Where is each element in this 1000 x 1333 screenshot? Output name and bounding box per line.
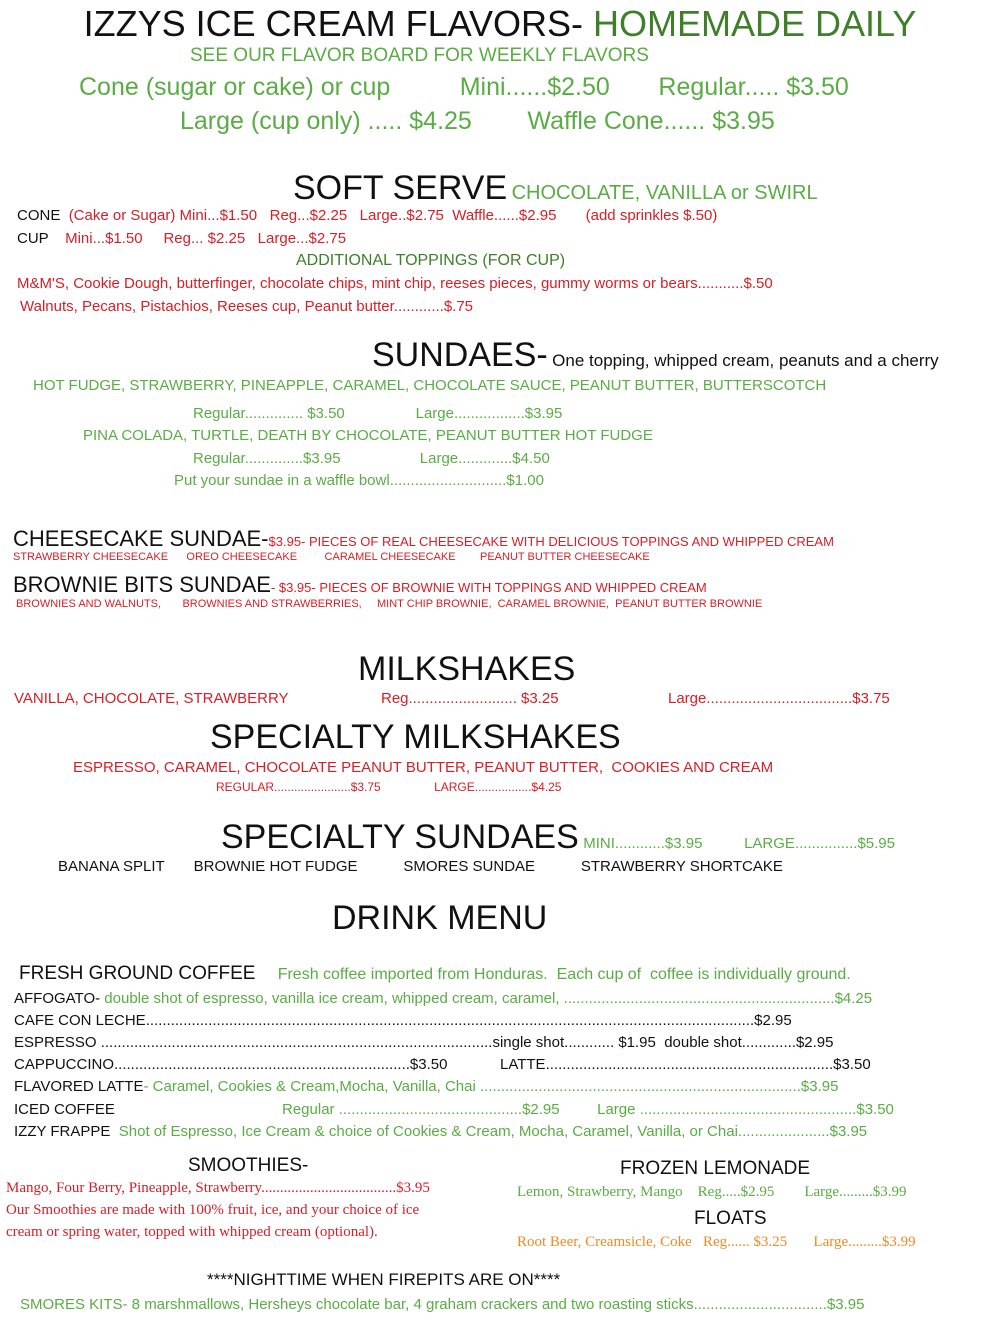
- espresso-row: ESPRESSO ..............................................................................................single shot............ $1.95 double shot.............$2.95: [14, 1034, 834, 1051]
- specialty-milkshakes-prices: REGULAR.......................$3.75 LARGE.................$4.25: [216, 780, 562, 794]
- sundaes-prices-2: Regular..............$3.95 Large.............$4.50: [193, 450, 550, 467]
- milkshakes-reg-price: Reg.......................... $3.25: [381, 690, 559, 707]
- brownie-heading: [13, 574, 707, 596]
- page-title: [0, 3, 1000, 44]
- title-main: IZZYS ICE CREAM FLAVORS-: [83, 3, 583, 44]
- flavored-latte-desc: - Caramel, Cookies & Cream,Mocha, Vanilla, Chai .............................................................................$3.95: [143, 1078, 839, 1095]
- cheesecake-title: CHEESECAKE SUNDAE-: [13, 526, 269, 551]
- coffee-heading: [19, 964, 851, 983]
- toppings-title: ADDITIONAL TOPPINGS (FOR CUP): [296, 252, 566, 269]
- latte-row: LATTE.....................................................................$3.50: [500, 1056, 871, 1073]
- cappuccino-row: CAPPUCCINO.......................................................................$3.50: [14, 1056, 448, 1073]
- frozen-lemonade-line: Lemon, Strawberry, Mango Reg.....$2.95 Large.........$3.99: [517, 1184, 907, 1200]
- brownie-desc: - $3.95- PIECES OF BROWNIE WITH TOPPINGS AND WHIPPED CREAM: [270, 580, 707, 595]
- izzy-frappe-desc: Shot of Espresso, Ice Cream & choice of Cookies & Cream, Mocha, Caramel, Vanilla, or Chai......................$3.95: [118, 1123, 868, 1140]
- sundaes-title: SUNDAES-: [372, 336, 548, 374]
- drink-menu-title: DRINK MENU: [332, 899, 548, 937]
- cheesecake-flavors: STRAWBERRY CHEESECAKE OREO CHEESECAKE CARAMEL CHEESECAKE PEANUT BUTTER CHEESECAKE: [13, 551, 650, 563]
- cup-prices: Mini...$1.50 Reg... $2.25 Large...$2.75: [65, 230, 347, 247]
- smoothies-line-2: Our Smoothies are made with 100% fruit, ice, and your choice of ice: [6, 1202, 420, 1218]
- specialty-sundaes-heading: [221, 820, 895, 854]
- brownie-title: BROWNIE BITS SUNDAE: [13, 572, 271, 597]
- iced-coffee-prices: Regular ............................................$2.95 Large ....................................................$3.50: [282, 1101, 894, 1118]
- floats-title: FLOATS: [694, 1208, 767, 1229]
- smoothies-title: SMOOTHIES-: [188, 1155, 309, 1176]
- toppings-line-2: Walnuts, Pecans, Pistachios, Reeses cup, Peanut butter............$.75: [20, 298, 474, 315]
- izzy-frappe-label: IZZY FRAPPE: [14, 1123, 111, 1140]
- cafe-con-leche-row: CAFE CON LECHE..................................................................................................................................................$2.95: [14, 1012, 792, 1029]
- frozen-lemonade-title: FROZEN LEMONADE: [620, 1158, 811, 1179]
- sundaes-subtitle: One topping, whipped cream, peanuts and a cherry: [552, 351, 939, 370]
- iced-coffee-label: ICED COFFEE: [14, 1101, 115, 1118]
- sundaes-prices-1: Regular.............. $3.50 Large.................$3.95: [193, 405, 563, 422]
- price-line-2: Large (cup only) ..... $4.25 Waffle Cone...... $3.95: [180, 107, 775, 135]
- cheesecake-heading: [13, 528, 834, 550]
- specialty-sundaes-items: BANANA SPLIT BROWNIE HOT FUDGE SMORES SUNDAE STRAWBERRY SHORTCAKE: [58, 858, 783, 875]
- price-line-1: Cone (sugar or cake) or cup Mini......$2.50 Regular..... $3.50: [79, 73, 849, 101]
- soft-serve-title: SOFT SERVE: [293, 169, 508, 207]
- sundaes-heading: [372, 338, 939, 372]
- smoothies-line-1: Mango, Four Berry, Pineapple, Strawberry....................................$3.95: [6, 1180, 430, 1196]
- cone-label: CONE: [17, 207, 61, 224]
- affogato-label: AFFOGATO-: [14, 990, 101, 1007]
- nighttime-title: ****NIGHTTIME WHEN FIREPITS ARE ON****: [207, 1270, 561, 1289]
- floats-line: Root Beer, Creamsicle, Coke Reg...... $3.25 Large.........$3.99: [517, 1234, 916, 1250]
- soft-serve-heading: [293, 171, 818, 205]
- sundaes-specialty: PINA COLADA, TURTLE, DEATH BY CHOCOLATE, PEANUT BUTTER HOT FUDGE: [83, 427, 653, 444]
- smoothies-line-3: cream or spring water, topped with whipped cream (optional).: [6, 1224, 378, 1240]
- specialty-milkshakes-flavors: ESPRESSO, CARAMEL, CHOCOLATE PEANUT BUTTER, PEANUT BUTTER, COOKIES AND CREAM: [73, 759, 774, 776]
- milkshakes-flavors: VANILLA, CHOCOLATE, STRAWBERRY: [14, 690, 289, 707]
- specialty-sundaes-title: SPECIALTY SUNDAES: [221, 818, 579, 856]
- soft-serve-subtitle: CHOCOLATE, VANILLA or SWIRL: [511, 182, 818, 204]
- coffee-title: FRESH GROUND COFFEE: [19, 963, 256, 984]
- affogato-desc: double shot of espresso, vanilla ice cream, whipped cream, caramel, .................................................................$4.25: [100, 990, 873, 1007]
- waffle-bowl-note: Put your sundae in a waffle bowl............................$1.00: [174, 472, 544, 489]
- brownie-flavors: BROWNIES AND WALNUTS, BROWNIES AND STRAWBERRIES, MINT CHIP BROWNIE, CARAMEL BROWNIE, PEANUT BUTTER BROWNIE: [16, 598, 763, 610]
- title-accent: HOMEMADE DAILY: [593, 3, 917, 44]
- sundaes-flavors: HOT FUDGE, STRAWBERRY, PINEAPPLE, CARAMEL, CHOCOLATE SAUCE, PEANUT BUTTER, BUTTERSCOTCH: [33, 377, 827, 394]
- soft-serve-cone-row: [17, 208, 717, 223]
- izzy-frappe-row: [14, 1124, 867, 1139]
- cheesecake-desc: $3.95- PIECES OF REAL CHEESECAKE WITH DELICIOUS TOPPINGS AND WHIPPED CREAM: [268, 534, 834, 549]
- specialty-sundaes-prices: MINI............$3.95 LARGE...............$5.95: [583, 835, 895, 852]
- flavored-latte-row: [14, 1079, 838, 1094]
- soft-serve-cup-row: [17, 231, 346, 246]
- cup-label: CUP: [17, 230, 49, 247]
- coffee-desc: Fresh coffee imported from Honduras. Each cup of coffee is individually ground.: [277, 966, 851, 983]
- toppings-line-1: M&M'S, Cookie Dough, butterfinger, chocolate chips, mint chip, reeses pieces, gummy worms or bears...........$.50: [17, 275, 773, 292]
- cone-prices: (Cake or Sugar) Mini...$1.50 Reg...$2.25 Large..$2.75 Waffle......$2.95 (add sprinkles $.50): [68, 207, 718, 224]
- flavored-latte-label: FLAVORED LATTE: [14, 1078, 144, 1095]
- smores-kits-row: SMORES KITS- 8 marshmallows, Hersheys chocolate bar, 4 graham crackers and two roasting sticks................................$3.95: [20, 1296, 865, 1313]
- flavor-board-note: SEE OUR FLAVOR BOARD FOR WEEKLY FLAVORS: [190, 45, 649, 66]
- milkshakes-title: MILKSHAKES: [358, 650, 576, 688]
- specialty-milkshakes-title: SPECIALTY MILKSHAKES: [210, 718, 621, 756]
- affogato-row: [14, 991, 872, 1006]
- milkshakes-large-price: Large...................................$3.75: [668, 690, 890, 707]
